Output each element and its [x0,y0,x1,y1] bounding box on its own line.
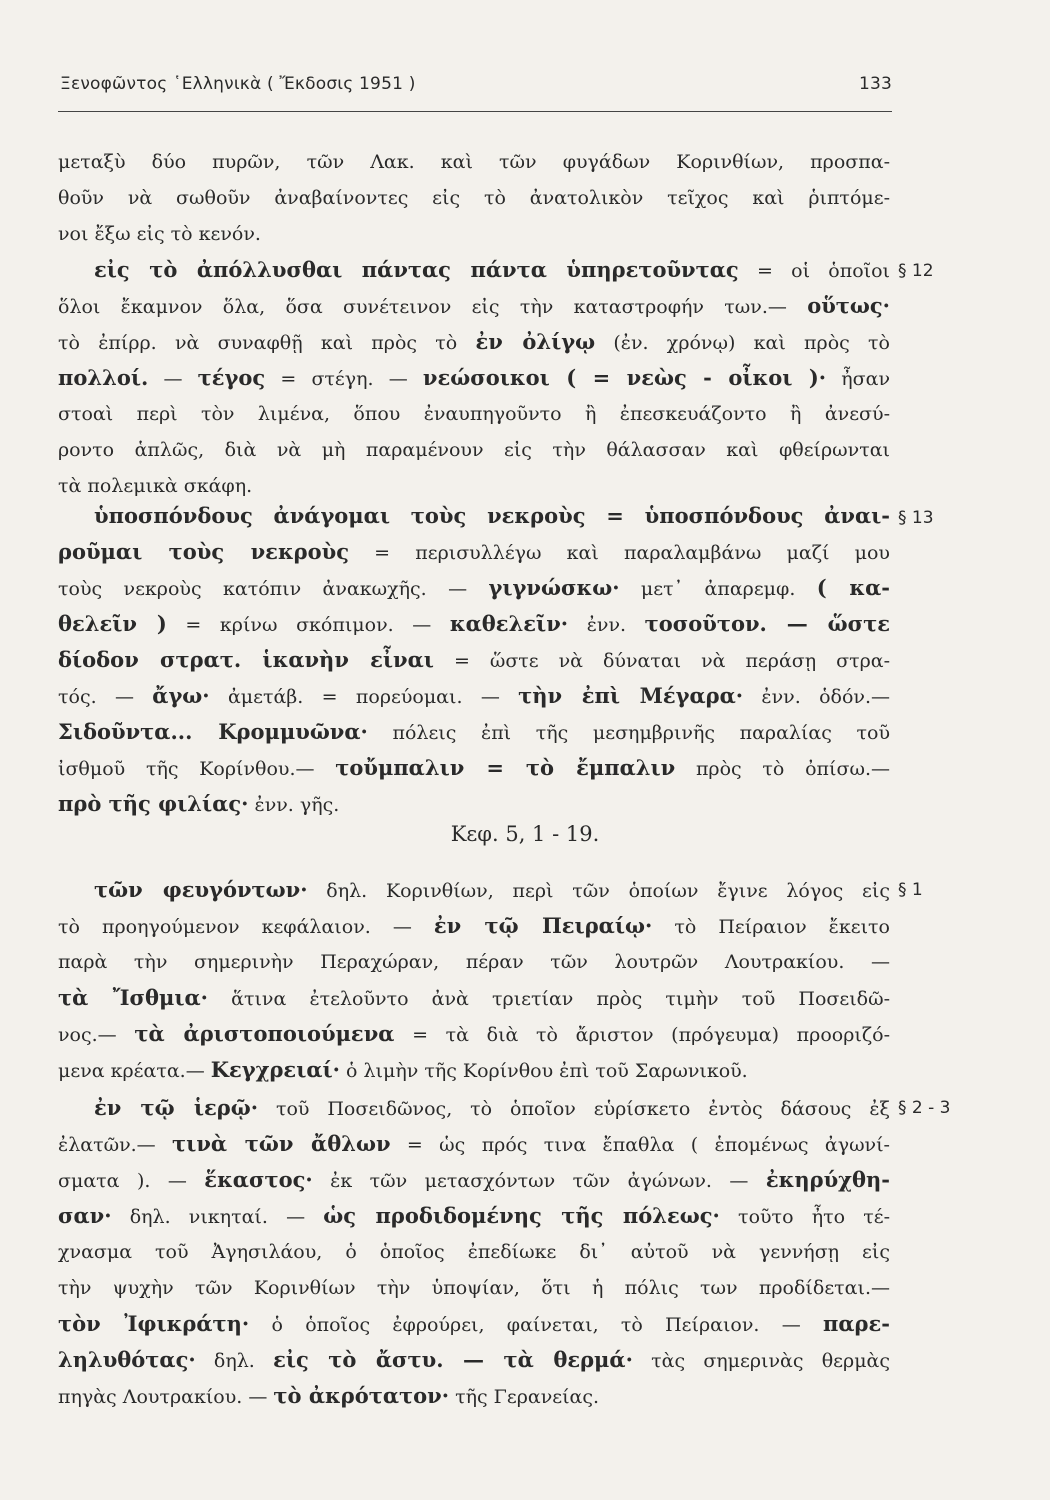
text-line: χνασμα τοῦ Ἀγησιλάου, ὁ ὁποῖος ἐπεδίωκε δι᾽ αὐτοῦ νὰ γεννήσῃ εἰς [58,1241,890,1263]
lemma: ἐν τῷ Πειραίῳ· [433,913,653,938]
lemma: ὡς προδιδομένης τῆς πόλεως· [323,1203,720,1228]
lemma: ἕκαστος· [204,1167,313,1192]
lemma: ἐν ὀλίγῳ [475,329,596,354]
lemma: ληλυθότας· [58,1347,196,1372]
text-line: ἰσθμοῦ τῆς Κορίνθου.— τοὔμπαλιν = τὸ ἔμπαλιν πρὸς τὸ ὀπίσω.— [58,755,890,780]
lemma: Κεγχρειαί· [210,1057,340,1082]
header-title: Ξενοφῶντος ῾Ελληνικὰ ( Ἔκδοσις 1951 ) [60,74,416,94]
lemma: τὴν ἐπὶ Μέγαρα· [518,683,744,708]
lemma: τοσοῦτον. — ὥστε [644,611,890,636]
text-line: θελεῖν ) = κρίνω σκόπιμον. — καθελεῖν· ἐνν. τοσοῦτον. — ὥστε [58,611,890,636]
text-line: τὰ πολεμικὰ σκάφη. [58,475,253,497]
text-line: σματα ). — ἕκαστος· ἐκ τῶν μετασχόντων τῶν ἀγώνων. — ἐκηρύχθη- [58,1167,890,1192]
lemma: ἐκηρύχθη- [765,1167,890,1192]
section-number: § 12 [898,261,934,281]
text-line: τὰ Ἴσθμια· ἅτινα ἐτελοῦντο ἀνὰ τριετίαν πρὸς τιμὴν τοῦ Ποσειδῶ- [58,985,890,1010]
lemma: τὸν Ἰφικράτη· [58,1311,250,1336]
text-line: σαν· δηλ. νικηταί. — ὡς προδιδομένης τῆς πόλεως· τοῦτο ἦτο τέ- [58,1203,890,1228]
text-line: τῶν φευγόντων· δηλ. Κορινθίων, περὶ τῶν ὁποίων ἔγινε λόγος εἰς [94,877,890,902]
lemma: εἰς τὸ ἀπόλλυσθαι πάντας πάντα ὑπηρετοῦντας [94,257,739,282]
text-line: στοαὶ περὶ τὸν λιμένα, ὅπου ἐναυπηγοῦντο ἢ ἐπεσκευάζοντο ἢ ἀνεσύ- [58,403,890,425]
text-line: ληλυθότας· δηλ. εἰς τὸ ἄστυ. — τὰ θερμά· τὰς σημερινὰς θερμὰς [58,1347,890,1372]
text-line: τός. — ἄγω· ἀμετάβ. = πορεύομαι. — τὴν ἐπὶ Μέγαρα· ἐνν. ὁδόν.— [58,683,890,708]
lemma: ἐν τῷ ἱερῷ· [94,1095,259,1120]
section-number: § 1 [898,880,923,900]
text-line: τὸ προηγούμενον κεφάλαιον. — ἐν τῷ Πειραίῳ· τὸ Πείραιον ἔκειτο [58,913,890,938]
text-line: ροῦμαι τοὺς νεκροὺς = περισυλλέγω καὶ παραλαμβάνω μαζί μου [58,539,890,564]
lemma: τῶν φευγόντων· [94,877,308,902]
lemma: ἄγω· [152,683,210,708]
lemma: δίοδον στρατ. ἱκανὴν εἶναι [58,647,434,672]
lemma: τινὰ τῶν ἄθλων [172,1131,391,1156]
paragraph-block-4 [58,1090,890,1414]
text-line: τὴν ψυχὴν τῶν Κορινθίων τὴν ὑποψίαν, ὅτι ἡ πόλις των προδίδεται.— [58,1277,890,1299]
text-line: μενα κρέατα.— Κεγχρειαί· ὁ λιμὴν τῆς Κορίνθου ἐπὶ τοῦ Σαρωνικοῦ. [58,1057,748,1082]
lemma: ὑποσπόνδους ἀνάγομαι τοὺς νεκροὺς = ὑποσπόνδους ἀναι- [94,503,890,528]
chapter-heading: Κεφ. 5, 1 - 19. [450,822,600,846]
lemma: ροῦμαι τοὺς νεκροὺς [58,539,350,564]
lemma: Σιδοῦντα... Κρομμυῶνα· [58,719,368,744]
text-line: τὸ ἐπίρρ. νὰ συναφθῇ καὶ πρὸς τὸ ἐν ὀλίγῳ (ἐν. χρόνῳ) καὶ πρὸς τὸ [58,329,890,354]
lemma: εἰς τὸ ἄστυ. — τὰ θερμά· [273,1347,633,1372]
text-line: Σιδοῦντα... Κρομμυῶνα· πόλεις ἐπὶ τῆς μεσημβρινῆς παραλίας τοῦ [58,719,890,744]
text-line: εἰς τὸ ἀπόλλυσθαι πάντας πάντα ὑπηρετοῦντας = οἱ ὁποῖοι [94,257,890,282]
text-line: πρὸ τῆς φιλίας· ἐνν. γῆς. [58,791,340,816]
text-line: ἐλατῶν.— τινὰ τῶν ἄθλων = ὡς πρός τινα ἔπαθλα ( ἑπομένως ἀγωνί- [58,1131,890,1156]
lemma: τοὔμπαλιν = τὸ ἔμπαλιν [335,755,676,780]
text-line: ὅλοι ἔκαμνον ὅλα, ὅσα συνέτεινον εἰς τὴν καταστροφήν των.— οὕτως· [58,293,890,318]
text-line: δίοδον στρατ. ἱκανὴν εἶναι = ὥστε νὰ δύναται νὰ περάσῃ στρα- [58,647,890,672]
text-line: ἐν τῷ ἱερῷ· τοῦ Ποσειδῶνος, τὸ ὁποῖον εὑρίσκετο ἐντὸς δάσους ἐξ [94,1095,890,1120]
lemma: καθελεῖν· [449,611,569,636]
text-line: νοι ἔξω εἰς τὸ κενόν. [58,223,261,245]
text-line: μεταξὺ δύο πυρῶν, τῶν Λακ. καὶ τῶν φυγάδων Κορινθίων, προσπα- [58,151,890,173]
lemma: πρὸ τῆς φιλίας· [58,791,249,816]
lemma: θελεῖν ) [58,611,167,636]
lemma: ( κα- [816,575,890,600]
text-line: πολλοί. — τέγος = στέγη. — νεώσοικοι ( = νεὼς - οἶκοι )· ἦσαν [58,365,890,390]
lemma: νεώσοικοι ( = νεὼς - οἶκοι )· [422,365,827,390]
text-line [58,498,890,534]
paragraph-block-2 [58,498,890,822]
section-number: § 2 - 3 [898,1098,951,1118]
paragraph-block-1 [58,144,890,504]
text-line: τὸν Ἰφικράτη· ὁ ὁποῖος ἐφρούρει, φαίνεται, τὸ Πείραιον. — παρε- [58,1311,890,1336]
text-line: τοὺς νεκροὺς κατόπιν ἀνακωχῆς. — γιγνώσκω· μετ᾽ ἀπαρεμφ. ( κα- [58,575,890,600]
text-line: ροντο ἁπλῶς, διὰ νὰ μὴ παραμένουν εἰς τὴν θάλασσαν καὶ φθείρωνται [58,439,890,461]
lemma: γιγνώσκω· [488,575,620,600]
lemma: τὸ ἀκρότατον· [273,1383,450,1408]
text-line: νος.— τὰ ἀριστοποιούμενα = τὰ διὰ τὸ ἄριστον (πρόγευμα) προοριζό- [58,1021,890,1046]
lemma: παρε- [823,1311,890,1336]
text-line: παρὰ τὴν σημερινὴν Περαχώραν, πέραν τῶν λουτρῶν Λουτρακίου. — [58,951,890,973]
running-header [60,74,892,94]
paragraph-block-3 [58,872,890,1088]
lemma: τὰ Ἴσθμια· [58,985,208,1010]
lemma: πολλοί. [58,365,149,390]
lemma: τὰ ἀριστοποιούμενα [134,1021,395,1046]
header-divider [58,111,892,112]
lemma: τέγος [197,365,266,390]
text-line: πηγὰς Λουτρακίου. — τὸ ἀκρότατον· τῆς Γερανείας. [58,1383,600,1408]
lemma: οὕτως· [807,293,890,318]
lemma: σαν· [58,1203,112,1228]
text-line: θοῦν νὰ σωθοῦν ἀναβαίνοντες εἰς τὸ ἀνατολικὸν τεῖχος καὶ ῥιπτόμε- [58,187,890,209]
page-number: 133 [858,74,892,94]
section-number: § 13 [898,508,934,528]
